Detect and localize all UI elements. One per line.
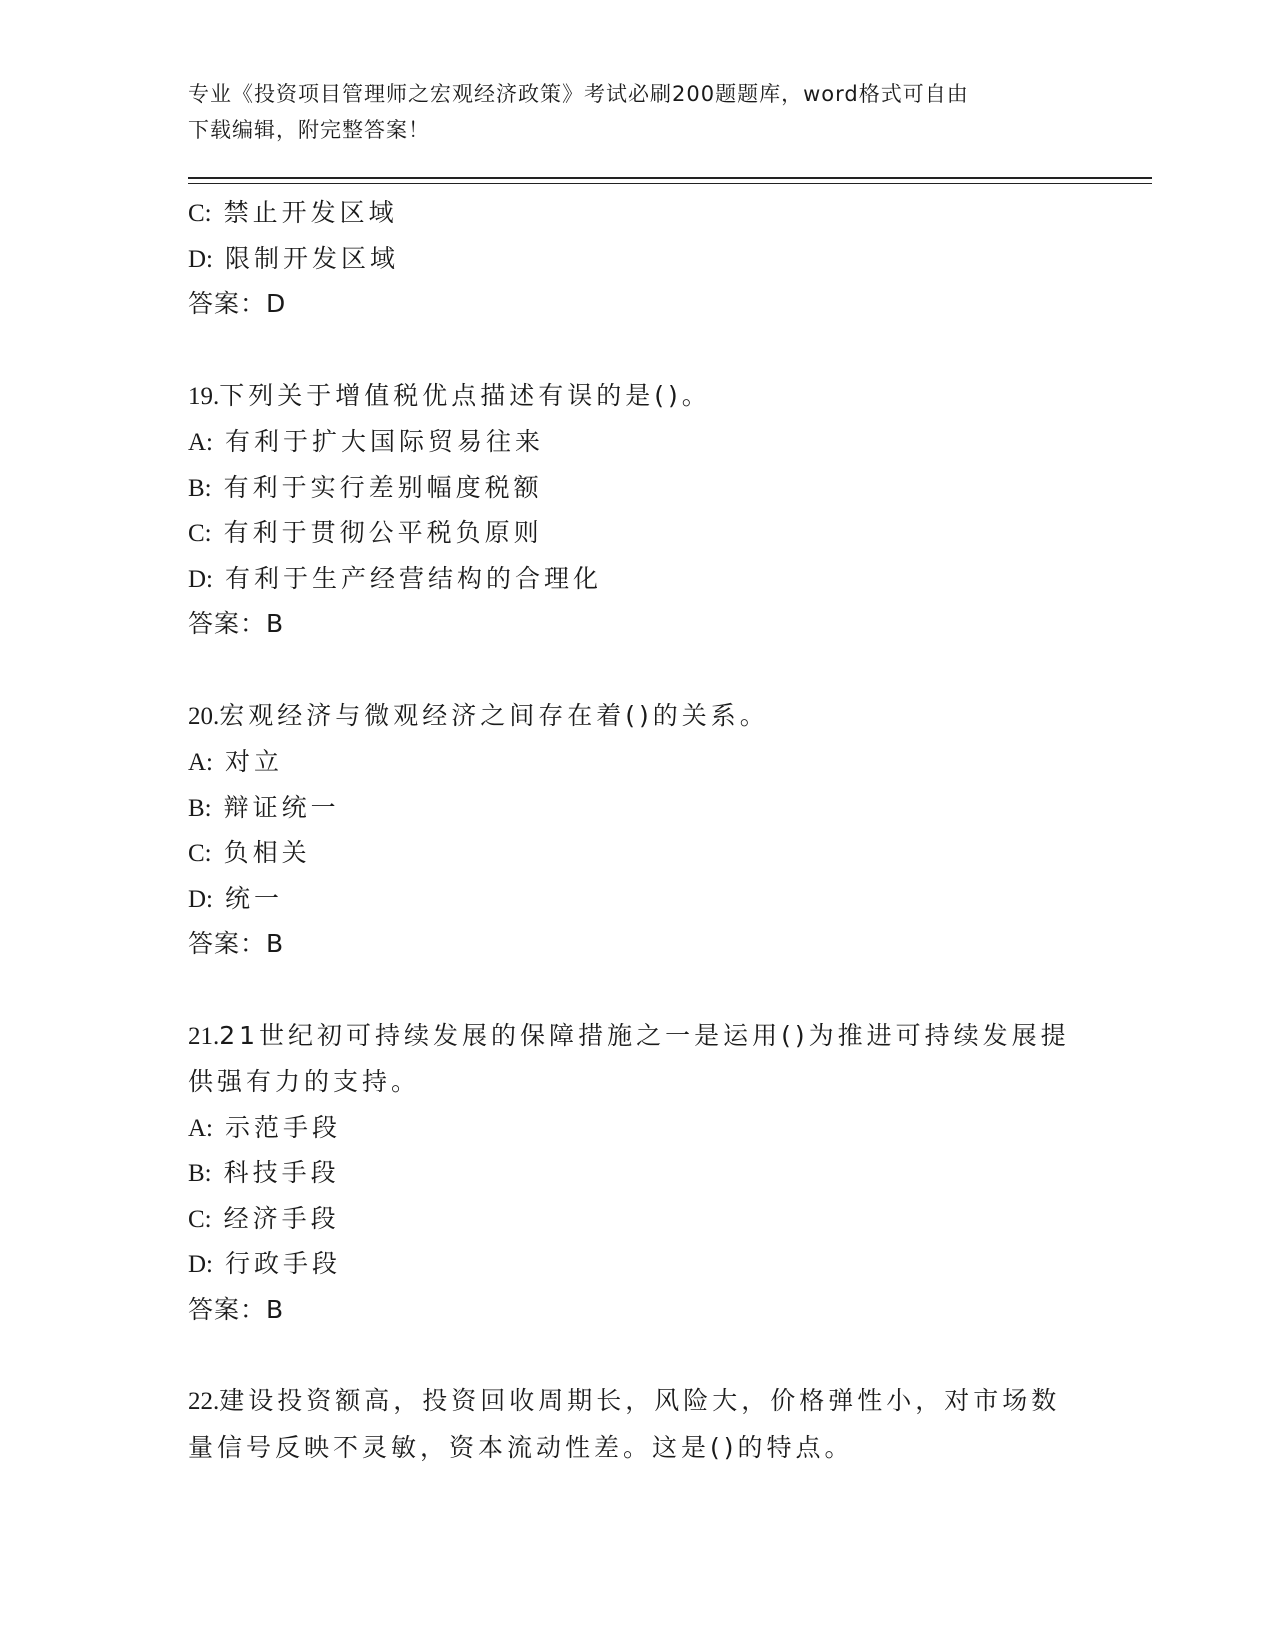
option-c: C: 禁止开发区域 [188, 198, 398, 227]
answer: 答案：B [188, 929, 285, 958]
option-a: A: 对立 [188, 747, 283, 776]
option-d: D: 限制开发区域 [188, 243, 399, 273]
option-c: C: 经济手段 [188, 1203, 340, 1233]
header-divider-thick [188, 177, 1152, 179]
option-a: A: 有利于扩大国际贸易往来 [188, 427, 544, 456]
question-stem-continued: 供强有力的支持。 [188, 1067, 421, 1096]
option-c: C: 有利于贯彻公平税负原则 [188, 518, 543, 547]
question-stem: 19.下列关于增值税优点描述有误的是()。 [188, 380, 711, 410]
question-22 [188, 1378, 1088, 1470]
option-b: B: 科技手段 [188, 1158, 340, 1187]
answer: 答案：B [188, 609, 285, 638]
question-stem: 21.21世纪初可持续发展的保障措施之一是运用()为推进可持续发展提 [188, 1020, 1070, 1050]
option-b: B: 辩证统一 [188, 792, 340, 822]
option-d: D: 行政手段 [188, 1249, 341, 1278]
option-d: D: 有利于生产经营结构的合理化 [188, 563, 602, 593]
question-stem: 22.建设投资额高，投资回收周期长，风险大，价格弹性小，对市场数 [188, 1386, 1061, 1415]
question-stem: 20.宏观经济与微观经济之间存在着()的关系。 [188, 700, 769, 730]
answer: 答案：B [188, 1294, 285, 1324]
question-list [188, 190, 1088, 1470]
header-line-1: 专业《投资项目管理师之宏观经济政策》考试必刷200题题库，word格式可自由 [188, 82, 969, 106]
question-stem-continued: 量信号反映不灵敏，资本流动性差。这是()的特点。 [188, 1432, 854, 1462]
question-19 [188, 373, 1088, 647]
answer: 答案：D [188, 289, 287, 318]
option-c: C: 负相关 [188, 838, 311, 867]
header-line-2: 下载编辑，附完整答案！ [188, 118, 430, 142]
option-b: B: 有利于实行差别幅度税额 [188, 472, 543, 502]
question-21 [188, 1013, 1088, 1333]
header-divider-thin [188, 183, 1152, 184]
previous-question-tail [188, 190, 1088, 327]
option-a: A: 示范手段 [188, 1112, 341, 1142]
document-header [188, 76, 1068, 148]
question-20 [188, 693, 1088, 967]
option-d: D: 统一 [188, 883, 283, 913]
